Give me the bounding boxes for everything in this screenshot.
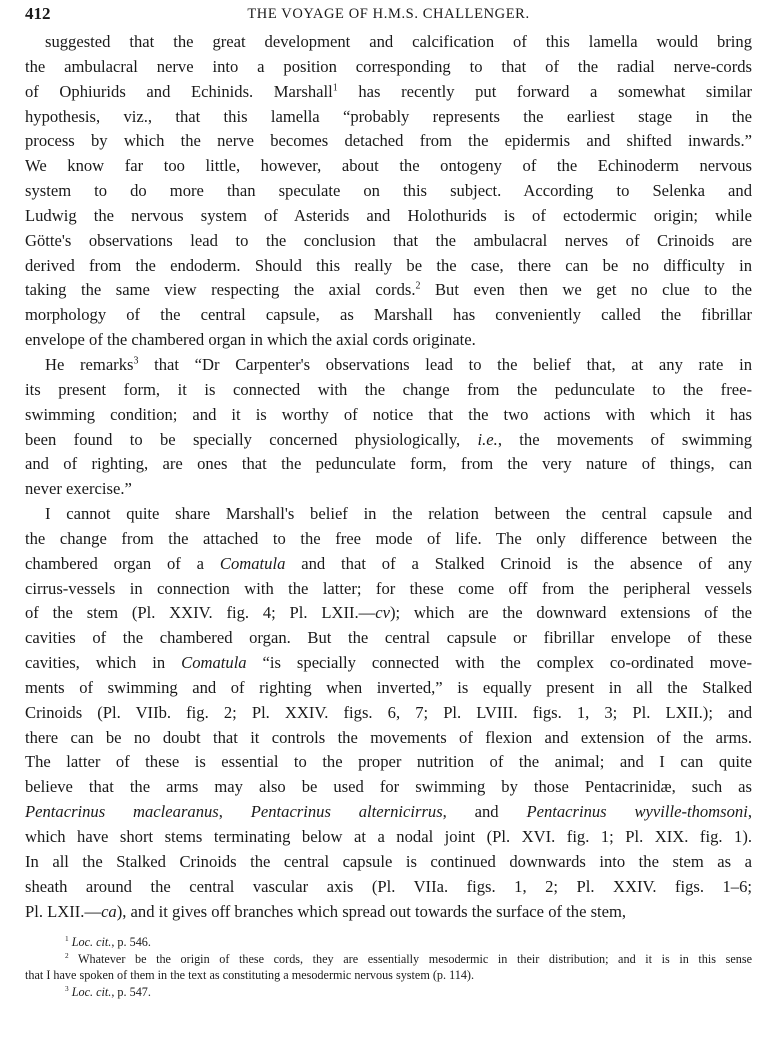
footnotes	[25, 934, 752, 1000]
footnote-marker: 3	[133, 355, 139, 367]
italic-text: Pentacrinus wyville-thomsoni	[526, 802, 748, 822]
text-run: of Ophiurids and Echinids. Marshall	[25, 81, 333, 101]
italic-text: Loc. cit.	[71, 935, 112, 949]
text-line	[25, 303, 752, 328]
italic-text: Pentacrinus maclearanus	[25, 802, 219, 822]
text-run: In all the Stalked Crinoids the central capsule is continued downwards into the stem as a	[25, 851, 752, 871]
footnote-marker: 1	[65, 933, 69, 943]
text-run: chambered organ of a	[25, 553, 220, 573]
italic-text: cv	[375, 603, 390, 623]
footnote	[25, 934, 752, 951]
text-line	[25, 229, 752, 254]
italic-text: Comatula	[181, 653, 247, 673]
text-run: the change from the attached to the free mode of life. The only difference between the	[25, 528, 752, 548]
text-run: taking the same view respecting the axial cords.	[25, 280, 416, 300]
text-run: morphology of the central capsule, as Marshall has conveniently called the fibrillar	[25, 305, 752, 325]
text-line	[25, 900, 752, 925]
text-run: swimming condition; and it is worthy of notice that the two actions with which it has	[25, 404, 752, 424]
text-line	[25, 278, 752, 303]
text-line	[25, 967, 752, 984]
text-line	[25, 129, 752, 154]
text-run: derived from the endoderm. Should this really be the case, there can be no difficulty in	[25, 255, 752, 275]
text-run: Ludwig the nervous system of Asterids and Holothurids is of ectodermic origin; while	[25, 205, 752, 225]
text-run: there can be no doubt that it controls the movements of flexion and extension of the arms.	[25, 727, 752, 747]
text-line	[25, 934, 752, 951]
text-run: and that of a Stalked Crinoid is the absence of any	[285, 553, 752, 573]
text-run: , p. 547.	[111, 984, 151, 999]
text-line	[25, 55, 752, 80]
text-run: sheath around the central vascular axis (Pl. VIIa. figs. 1, 2; Pl. XXIV. figs. 1–6;	[25, 876, 752, 896]
text-line	[25, 179, 752, 204]
footnote-marker: 2	[65, 950, 69, 960]
text-run: ,	[747, 802, 752, 822]
footnote	[25, 984, 752, 1001]
text-line	[25, 353, 752, 378]
text-run: cavities of the chambered organ. But the central capsule or fibrillar envelope of these	[25, 628, 752, 648]
text-run: , p. 546.	[111, 935, 151, 949]
text-line	[25, 875, 752, 900]
text-run: hypothesis, viz., that this lamella “probably represents the earliest stage in the	[25, 106, 752, 126]
text-line	[25, 527, 752, 552]
text-run: suggested that the great development and calcification of this lamella would bring	[45, 32, 752, 51]
text-run: envelope of the chambered organ in which the axial cords originate.	[25, 330, 476, 350]
text-line	[25, 552, 752, 577]
text-line	[25, 204, 752, 229]
text-line	[25, 502, 752, 527]
footnote	[25, 951, 752, 984]
text-line	[25, 328, 752, 353]
text-run: We know far too little, however, about the ontogeny of the Echinoderm nervous	[25, 156, 752, 176]
text-line	[25, 154, 752, 179]
italic-text: Comatula	[219, 553, 286, 573]
text-line	[25, 676, 752, 701]
page-header	[25, 4, 752, 28]
italic-text: Pentacrinus alternicirrus	[250, 802, 443, 822]
text-run: and of righting, are ones that the pedunculate form, from the very nature of things, can	[25, 454, 752, 474]
text-run: ments of swimming and of righting when inverted,” is equally present in all the Stalked	[25, 677, 752, 697]
text-run: Pl. LXII.—	[25, 901, 102, 921]
text-run: Whatever be the origin of these cords, they are essentially mesodermic in their distribution; and it is in this sense	[68, 951, 752, 966]
page-number: 412	[25, 4, 51, 23]
paragraph	[25, 502, 752, 924]
text-line	[25, 403, 752, 428]
text-run: Crinoids (Pl. VIIb. fig. 2; Pl. XXIV. figs. 6, 7; Pl. LVIII. figs. 1, 3; Pl. LXII.); and	[25, 702, 752, 722]
text-line	[25, 951, 752, 968]
text-run: cavities, which in	[25, 653, 182, 673]
text-line	[25, 626, 752, 651]
text-line	[25, 428, 752, 453]
text-line	[25, 984, 752, 1001]
text-line	[25, 701, 752, 726]
text-run: ); which are the downward extensions of the	[389, 603, 753, 623]
text-run: the ambulacral nerve into a position corresponding to that of the radial nerve-cords	[25, 56, 752, 76]
text-run: believe that the arms may also be used for swimming by those Pentacrinidæ, such as	[25, 777, 752, 797]
italic-text: i.e.	[477, 429, 498, 449]
text-line	[25, 800, 752, 825]
footnote-marker: 3	[65, 983, 69, 993]
text-run: Götte's observations lead to the conclusion that the ambulacral nerves of Crinoids are	[25, 230, 752, 250]
text-run: cirrus-vessels in connection with the latter; for these come off from the peripheral vessels	[25, 578, 752, 598]
text-line	[25, 477, 752, 502]
text-line	[25, 80, 752, 105]
text-run: I cannot quite share Marshall's belief in the relation between the central capsule and	[45, 504, 752, 524]
italic-text: Loc. cit.	[71, 984, 112, 999]
text-line	[25, 30, 752, 55]
footnote-marker: 1	[332, 82, 338, 94]
body-text	[25, 30, 752, 924]
text-line	[25, 750, 752, 775]
text-run: been found to be specially concerned physiologically,	[25, 429, 478, 449]
text-run: system to do more than speculate on this subject. According to Selenka and	[25, 181, 752, 201]
text-line	[25, 452, 752, 477]
text-run: “is specially connected with the complex co-ordinated move-	[246, 653, 753, 673]
text-run: , and	[442, 802, 527, 822]
text-run: He remarks	[45, 354, 134, 374]
text-line	[25, 850, 752, 875]
text-run: that “Dr Carpenter's observations lead to the belief that, at any rate in	[138, 354, 752, 374]
text-line	[25, 378, 752, 403]
text-line	[25, 775, 752, 800]
text-line	[25, 254, 752, 279]
paragraph	[25, 353, 752, 502]
text-run: its present form, it is connected with the change from the pedunculate to the free-	[25, 379, 752, 399]
text-line	[25, 651, 752, 676]
text-run: which have short stems terminating below at a nodal joint (Pl. XVI. fig. 1; Pl. XIX. fig. 1).	[25, 827, 752, 846]
text-run: But even then we get no clue to the	[420, 280, 752, 300]
text-run: process by which the nerve becomes detached from the epidermis and shifted inwards.”	[25, 131, 752, 151]
footnote-marker: 2	[415, 280, 421, 292]
text-line	[25, 601, 752, 626]
text-run: The latter of these is essential to the proper nutrition of the animal; and I can quite	[25, 752, 752, 772]
text-run: has recently put forward a somewhat similar	[337, 81, 752, 101]
text-run: , the movements of swimming	[497, 429, 752, 449]
text-run: of the stem (Pl. XXIV. fig. 4; Pl. LXII.—	[25, 603, 376, 623]
italic-text: ca	[101, 901, 117, 921]
text-line	[25, 825, 752, 850]
text-line	[25, 105, 752, 130]
running-title: THE VOYAGE OF H.M.S. CHALLENGER.	[247, 6, 530, 22]
text-run: that I have spoken of them in the text as constituting a mesodermic nervous system (p. 114).	[25, 968, 475, 982]
text-line	[25, 577, 752, 602]
text-run: ,	[218, 802, 251, 822]
text-run: ), and it gives off branches which spread out towards the surface of the stem,	[116, 901, 627, 921]
paragraph	[25, 30, 752, 353]
text-line	[25, 726, 752, 751]
text-run: never exercise.”	[25, 479, 132, 499]
